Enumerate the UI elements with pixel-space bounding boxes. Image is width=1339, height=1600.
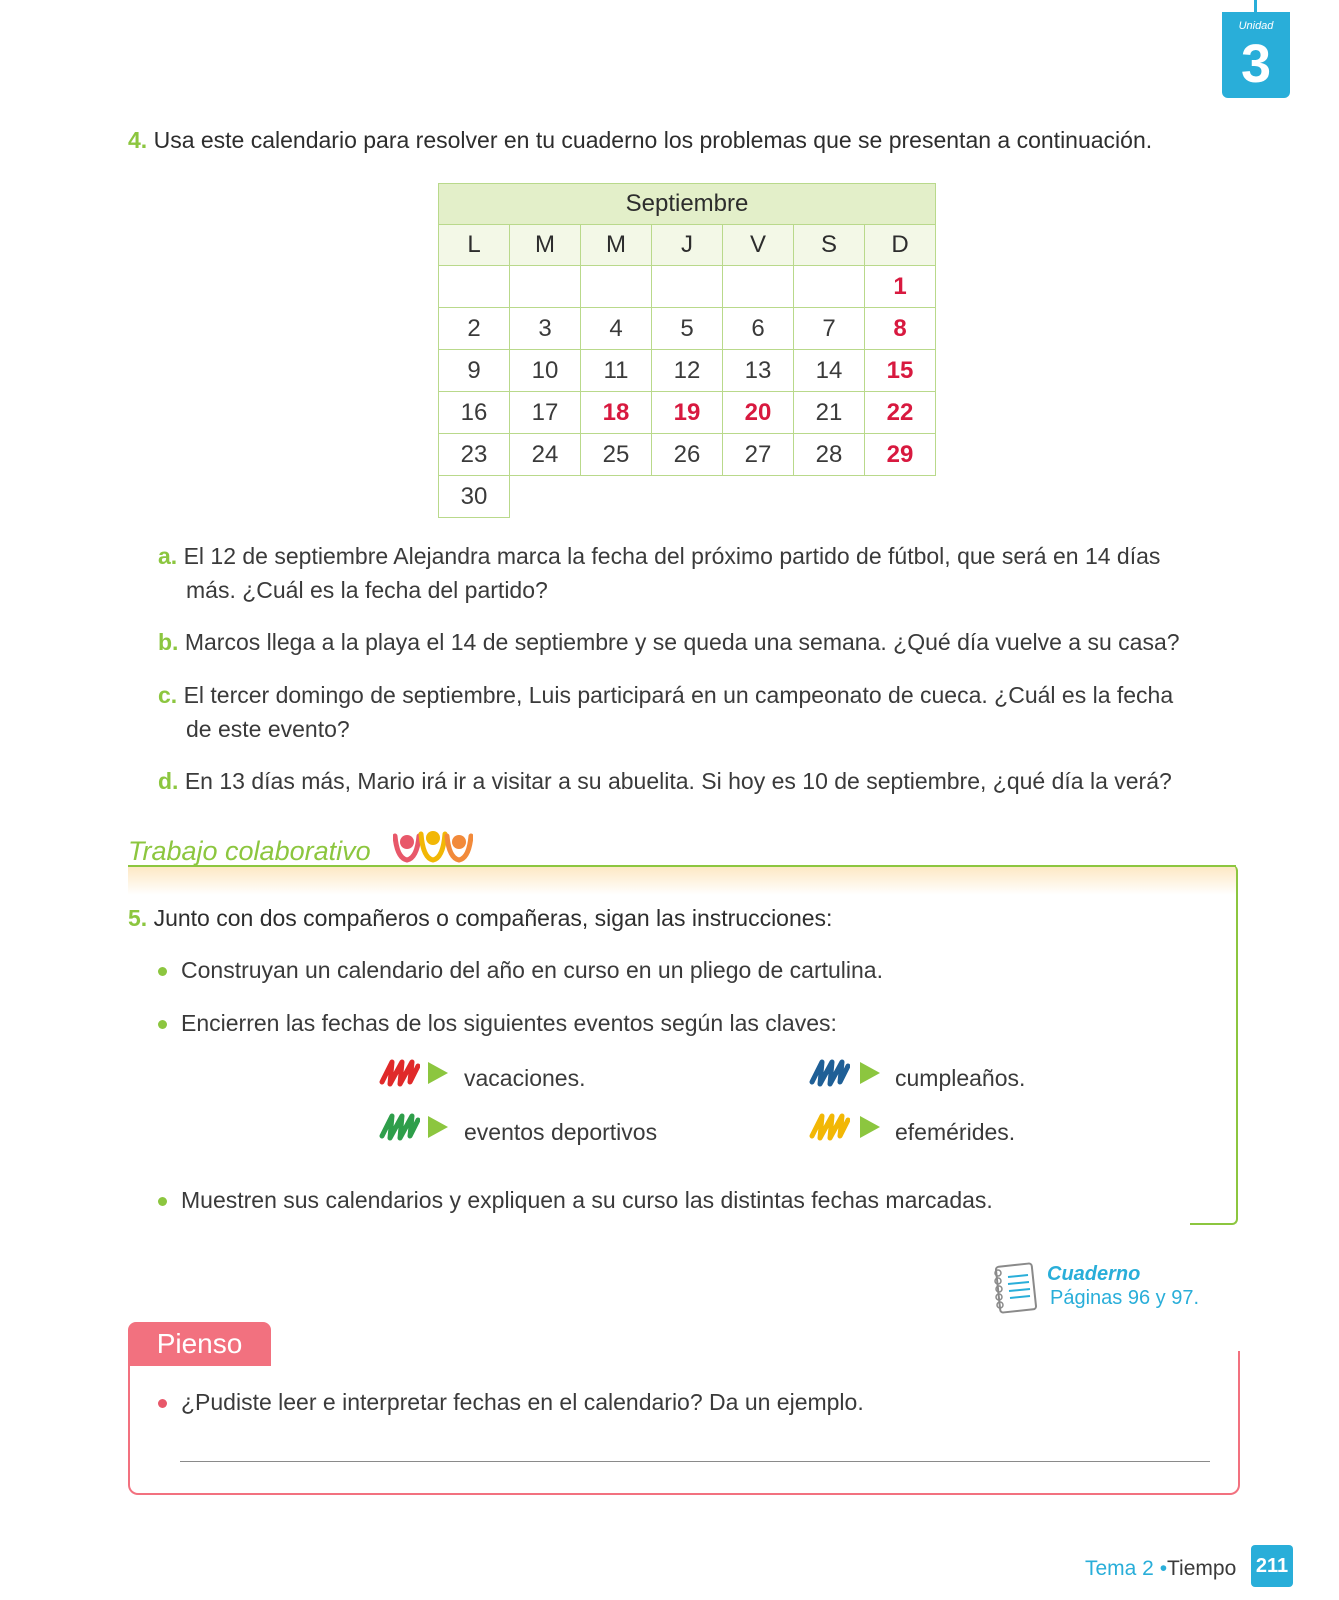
calendar-day-cell: 18 xyxy=(581,392,652,434)
calendar-day-cell xyxy=(510,266,581,308)
calendar-day-cell: 7 xyxy=(794,308,865,350)
calendar-day-cell: 19 xyxy=(652,392,723,434)
question-5 xyxy=(128,905,832,932)
bullet-dot xyxy=(158,1020,167,1029)
calendar-day-cell: 8 xyxy=(865,308,936,350)
calendar-week xyxy=(439,434,936,476)
calendar-day-cell: 24 xyxy=(510,434,581,476)
unit-tab-pin xyxy=(1254,0,1257,18)
subquestion-text: En 13 días más, Mario irá ir a visitar a su abuelita. Si hoy es 10 de septiembre, ¿qué día la verá? xyxy=(184,768,1172,794)
question-5-number: 5. xyxy=(128,905,148,931)
calendar-table xyxy=(438,183,936,518)
calendar-day-cell xyxy=(581,266,652,308)
subquestion-a xyxy=(158,539,1238,607)
calendar-day-cell: 6 xyxy=(723,308,794,350)
calendar-day-cell: 3 xyxy=(510,308,581,350)
collab-bullet-text: Muestren sus calendarios y expliquen a su curso las distintas fechas marcadas. xyxy=(181,1187,993,1213)
calendar-week xyxy=(439,476,936,518)
collab-header-bar xyxy=(128,865,1236,895)
calendar-week xyxy=(439,266,936,308)
collab-box-border xyxy=(1190,865,1238,1225)
bullet-dot xyxy=(158,967,167,976)
day-header: M xyxy=(581,225,652,266)
subquestion-d xyxy=(158,764,1238,798)
calendar-day-cell xyxy=(723,266,794,308)
footer-tiempo: Tiempo xyxy=(1167,1557,1237,1580)
subquestion-letter: a. xyxy=(158,543,178,569)
footer-tema xyxy=(1085,1557,1167,1581)
question-4-number: 4. xyxy=(128,127,148,153)
subquestion-text: Marcos llega a la playa el 14 de septiembre y se queda una semana. ¿Qué día vuelve a su casa? xyxy=(184,629,1180,655)
calendar-day-cell: 20 xyxy=(723,392,794,434)
calendar-day-cell: 1 xyxy=(865,266,936,308)
green-scribble-icon xyxy=(378,1112,420,1142)
arrow-right-icon xyxy=(428,1116,448,1138)
yellow-scribble-icon xyxy=(808,1112,850,1142)
page-number: 211 xyxy=(1251,1545,1293,1587)
calendar-day-cell: 27 xyxy=(723,434,794,476)
calendar-day-cell xyxy=(794,266,865,308)
subquestion-text: El tercer domingo de septiembre, Luis participará en un campeonato de cueca. ¿Cuál es la fecha xyxy=(183,682,1174,708)
notebook-icon xyxy=(988,1259,1042,1317)
bullet-dot xyxy=(158,1197,167,1206)
key-label-vacaciones: vacaciones. xyxy=(464,1065,586,1091)
calendar-day-cell: 22 xyxy=(865,392,936,434)
cuaderno-pages: Páginas 96 y 97. xyxy=(1050,1287,1199,1309)
key-label-cumpleanos: cumpleaños. xyxy=(895,1065,1026,1091)
calendar-day-cell: 4 xyxy=(581,308,652,350)
day-header: D xyxy=(865,225,936,266)
day-header: L xyxy=(439,225,510,266)
collab-bullet xyxy=(158,1187,993,1214)
footer-tema-label: Tema 2 xyxy=(1085,1557,1154,1580)
subquestion-letter: d. xyxy=(158,768,179,794)
calendar-week xyxy=(439,350,936,392)
question-5-text: Junto con dos compañeros o compañeras, sigan las instrucciones: xyxy=(153,905,833,931)
subquestion-letter: c. xyxy=(158,682,178,708)
unit-number: 3 xyxy=(1240,34,1272,94)
bullet-dot xyxy=(158,1399,167,1408)
collab-bullet xyxy=(158,1010,837,1037)
question-4-text: Usa este calendario para resolver en tu cuaderno los problemas que se presentan a continuación. xyxy=(153,127,1153,153)
calendar-day-cell: 5 xyxy=(652,308,723,350)
pienso-question: ¿Pudiste leer e interpretar fechas en el calendario? Da un ejemplo. xyxy=(181,1389,864,1415)
arrow-right-icon xyxy=(860,1116,880,1138)
day-header: V xyxy=(723,225,794,266)
collab-bullet-text: Encierren las fechas de los siguientes eventos según las claves: xyxy=(181,1010,837,1036)
pienso-tab xyxy=(128,1322,271,1366)
calendar-day-cell: 13 xyxy=(723,350,794,392)
question-4 xyxy=(128,127,1152,154)
key-label-eventos-deportivos: eventos deportivos xyxy=(464,1119,658,1145)
day-header: J xyxy=(652,225,723,266)
pienso-title: Pienso xyxy=(156,1328,243,1359)
calendar-day-cell: 29 xyxy=(865,434,936,476)
calendar-day-cell xyxy=(652,266,723,308)
subquestion-text-continued: más. ¿Cuál es la fecha del partido? xyxy=(186,577,548,603)
calendar-day-cell: 14 xyxy=(794,350,865,392)
unit-tab xyxy=(1222,12,1290,98)
subquestion-text-continued: de este evento? xyxy=(186,716,350,742)
day-header: M xyxy=(510,225,581,266)
pienso-box xyxy=(128,1351,1240,1495)
key-label-efemerides: efemérides. xyxy=(895,1119,1016,1145)
red-scribble-icon xyxy=(378,1058,420,1088)
subquestion-c xyxy=(158,678,1238,746)
calendar-day-cell xyxy=(439,266,510,308)
cuaderno-title: Cuaderno xyxy=(1047,1263,1141,1285)
unit-label: Unidad xyxy=(1238,20,1274,32)
collab-bullet-text: Construyan un calendario del año en curso en un pliego de cartulina. xyxy=(181,957,883,983)
calendar-day-cell: 2 xyxy=(439,308,510,350)
calendar-day-cell: 23 xyxy=(439,434,510,476)
subquestion-text: El 12 de septiembre Alejandra marca la fecha del próximo partido de fútbol, que será en 14 días xyxy=(183,543,1161,569)
pienso-bullet xyxy=(158,1389,864,1416)
calendar-day-cell: 9 xyxy=(439,350,510,392)
calendar-day-cell: 26 xyxy=(652,434,723,476)
day-header: S xyxy=(794,225,865,266)
arrow-right-icon xyxy=(428,1062,448,1084)
subquestion-letter: b. xyxy=(158,629,179,655)
answer-line[interactable] xyxy=(180,1461,1210,1462)
blue-scribble-icon xyxy=(808,1058,850,1088)
calendar-month: Septiembre xyxy=(439,184,936,225)
footer-separator: • xyxy=(1159,1557,1168,1580)
calendar-day-cell: 25 xyxy=(581,434,652,476)
calendar-day-cell: 28 xyxy=(794,434,865,476)
calendar-day-headers xyxy=(439,225,936,266)
calendar-day-cell: 16 xyxy=(439,392,510,434)
calendar-day-cell: 15 xyxy=(865,350,936,392)
collab-bullet xyxy=(158,957,883,984)
calendar-day-cell: 17 xyxy=(510,392,581,434)
calendar-day-cell: 11 xyxy=(581,350,652,392)
calendar-week xyxy=(439,392,936,434)
group-people-icon xyxy=(393,828,473,868)
arrow-right-icon xyxy=(860,1062,880,1084)
collab-title: Trabajo colaborativo xyxy=(128,836,371,866)
calendar-day-cell: 12 xyxy=(652,350,723,392)
calendar-day-cell: 30 xyxy=(439,476,510,518)
calendar-empty-cell xyxy=(510,476,936,518)
calendar-day-cell: 10 xyxy=(510,350,581,392)
subquestion-b xyxy=(158,625,1238,659)
calendar-day-cell: 21 xyxy=(794,392,865,434)
calendar-week xyxy=(439,308,936,350)
